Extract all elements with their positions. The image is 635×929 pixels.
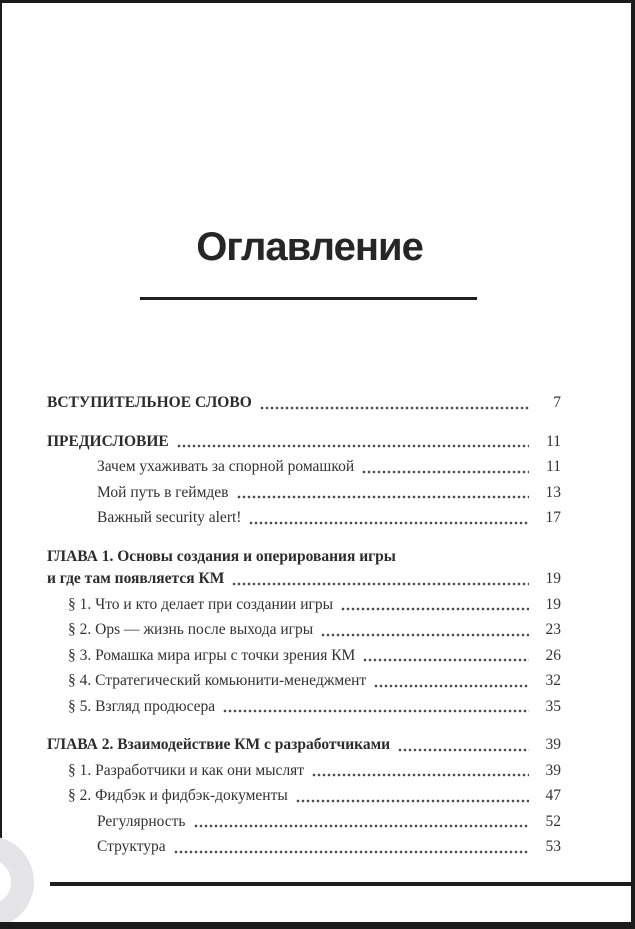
toc-entry-row xyxy=(47,758,561,784)
toc-entry-label: Важный security alert! xyxy=(97,509,242,526)
dot-leader xyxy=(177,444,529,448)
toc-entry xyxy=(47,429,561,455)
toc-entry xyxy=(47,390,561,416)
toc-entry-row xyxy=(47,643,561,669)
toc-entry xyxy=(47,732,561,758)
toc-entry-label: Зачем ухаживать за спорной ромашкой xyxy=(97,458,355,475)
toc-entry-page: 7 xyxy=(553,394,561,411)
dot-leader xyxy=(398,748,529,752)
toc-entry-row xyxy=(47,783,561,809)
toc-entry-row xyxy=(47,429,561,455)
toc-entry-page: 39 xyxy=(545,761,561,779)
toc-entry-page: 47 xyxy=(545,787,561,804)
toc-entry xyxy=(47,544,561,592)
toc-entry-page: 13 xyxy=(545,483,561,501)
toc-entry-row xyxy=(47,505,561,531)
dot-leader xyxy=(249,521,529,525)
toc-entry xyxy=(47,668,561,694)
toc-entry-label: Регулярность xyxy=(97,812,186,830)
toc-entry-label: § 4. Стратегический комьюнити-менеджмент xyxy=(68,672,367,689)
toc-entry-page: 23 xyxy=(545,621,561,638)
page-border-left xyxy=(0,0,2,929)
toc-entry xyxy=(47,694,561,720)
dot-leader xyxy=(363,658,529,662)
toc-entry-page: 32 xyxy=(545,672,561,689)
toc-entry-row xyxy=(47,694,561,720)
toc-entry-label: § 1. Разработчики и как они мыслят xyxy=(68,761,305,779)
toc-entry-label: § 2. Фидбэк и фидбэк-документы xyxy=(68,787,288,804)
table-of-contents xyxy=(47,390,561,860)
dot-leader xyxy=(237,495,530,499)
toc-entry-page: 19 xyxy=(545,570,561,587)
dot-leader xyxy=(312,773,529,777)
dot-leader xyxy=(341,607,529,611)
toc-entry-row xyxy=(47,809,561,835)
toc-entry xyxy=(47,783,561,809)
toc-entry-row xyxy=(47,834,561,860)
dot-leader xyxy=(232,582,529,586)
toc-entry-page: 53 xyxy=(545,838,561,855)
toc-entry xyxy=(47,454,561,480)
title-underline xyxy=(140,297,477,300)
toc-entry-page: 39 xyxy=(545,736,561,753)
toc-entry-label: § 1. Что и кто делает при создании игры xyxy=(68,595,334,613)
page-title: Оглавление xyxy=(196,225,423,269)
toc-entry-label: и где там появляется КМ xyxy=(47,570,225,587)
toc-entry xyxy=(47,643,561,669)
toc-entry xyxy=(47,834,561,860)
page-border-top xyxy=(0,0,635,3)
toc-entry-page: 52 xyxy=(545,812,561,830)
dot-leader xyxy=(321,633,529,637)
dot-leader xyxy=(194,824,530,828)
toc-entry-label: ВСТУПИТЕЛЬНОЕ СЛОВО xyxy=(47,394,252,411)
toc-entry xyxy=(47,480,561,506)
page-border-right xyxy=(631,0,635,929)
toc-entry-page: 17 xyxy=(545,509,561,526)
dot-leader xyxy=(260,406,529,410)
toc-entry-label: § 3. Ромашка мира игры с точки зрения КМ xyxy=(68,646,356,664)
dot-leader xyxy=(174,850,529,854)
decorative-ring xyxy=(0,836,34,928)
toc-entry-label: § 2. Ops — жизнь после выхода игры xyxy=(68,621,314,638)
dot-leader xyxy=(223,709,529,713)
toc-entry-label: § 5. Взгляд продюсера xyxy=(68,697,216,715)
toc-entry-label: Структура xyxy=(97,838,166,855)
page-border-bottom xyxy=(0,922,635,929)
dot-leader xyxy=(362,470,529,474)
toc-entry-row xyxy=(47,566,561,592)
toc-entry xyxy=(47,809,561,835)
footer-rule xyxy=(50,882,635,886)
toc-entry xyxy=(47,617,561,643)
toc-entry-label: ГЛАВА 1. Основы создания и оперирования игры xyxy=(47,547,396,565)
toc-entry xyxy=(47,758,561,784)
toc-entry-page: 26 xyxy=(545,646,561,664)
toc-entry-row xyxy=(47,592,561,618)
toc-entry xyxy=(47,505,561,531)
toc-entry-page: 35 xyxy=(545,697,561,715)
dot-leader xyxy=(374,684,529,688)
toc-entry-page: 11 xyxy=(546,432,561,450)
toc-entry-row xyxy=(47,480,561,506)
toc-entry-row xyxy=(47,668,561,694)
toc-entry xyxy=(47,592,561,618)
toc-entry-label: ПРЕДИСЛОВИЕ xyxy=(47,432,169,450)
toc-entry-page: 19 xyxy=(545,595,561,613)
toc-entry-label: ГЛАВА 2. Взаимодействие КМ с разработчиками xyxy=(47,736,391,753)
dot-leader xyxy=(296,799,529,803)
toc-entry-row xyxy=(47,732,561,758)
toc-entry-row xyxy=(47,454,561,480)
toc-entry-row xyxy=(47,617,561,643)
toc-entry-page: 11 xyxy=(546,458,561,475)
toc-entry-row xyxy=(47,390,561,416)
toc-entry-label: Мой путь в геймдев xyxy=(97,483,229,501)
